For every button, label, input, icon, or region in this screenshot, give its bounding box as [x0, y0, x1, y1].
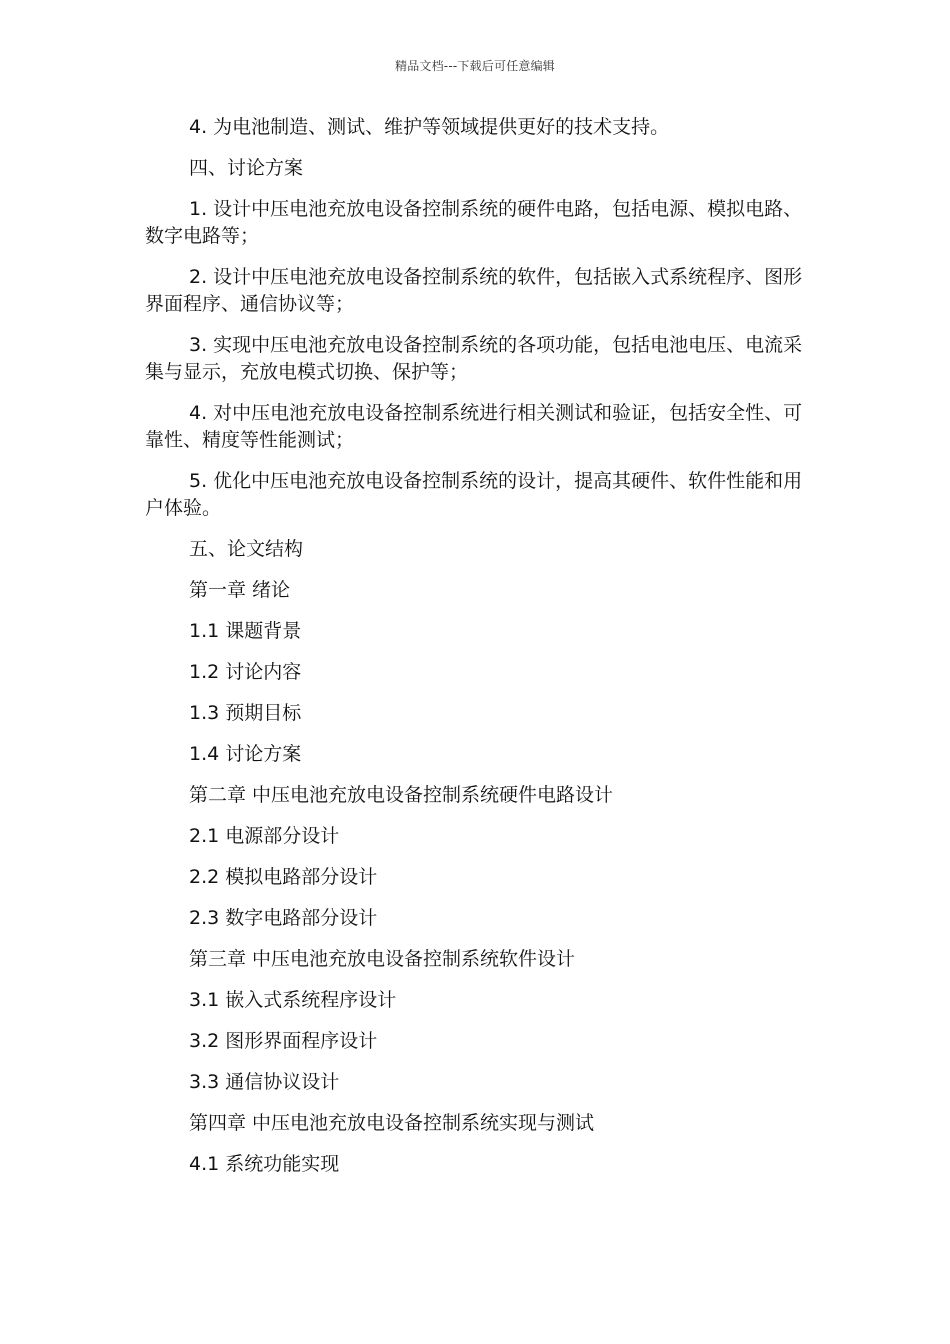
toc-item-1-1: 1.1 课题背景 [189, 620, 302, 642]
paragraph-goal-4: 4. 为电池制造、测试、维护等领域提供更好的技术支持。 [189, 116, 670, 138]
chapter-4-heading: 第四章 中压电池充放电设备控制系统实现与测试 [189, 1112, 595, 1134]
toc-item-3-1: 3.1 嵌入式系统程序设计 [189, 989, 397, 1011]
toc-item-3-3: 3.3 通信协议设计 [189, 1071, 340, 1093]
page-header: 精品文档---下载后可任意编辑 [395, 59, 555, 73]
toc-item-2-1: 2.1 电源部分设计 [189, 825, 340, 847]
toc-item-1-3: 1.3 预期目标 [189, 702, 302, 724]
paragraph-plan-1: 1. 设计中压电池充放电设备控制系统的硬件电路，包括电源、模拟电路、数字电路等； [145, 198, 803, 247]
toc-item-1-2: 1.2 讨论内容 [189, 661, 302, 683]
chapter-2-heading: 第二章 中压电池充放电设备控制系统硬件电路设计 [189, 784, 614, 806]
toc-item-4-1: 4.1 系统功能实现 [189, 1153, 340, 1175]
section-heading-research-plan: 四、讨论方案 [189, 157, 304, 179]
document-body [145, 114, 815, 1192]
toc-item-3-2: 3.2 图形界面程序设计 [189, 1030, 378, 1052]
toc-item-1-4: 1.4 讨论方案 [189, 743, 302, 765]
paragraph-plan-2: 2. 设计中压电池充放电设备控制系统的软件，包括嵌入式系统程序、图形界面程序、通信协议等； [145, 266, 803, 315]
chapter-1-heading: 第一章 绪论 [189, 579, 291, 601]
chapter-3-heading: 第三章 中压电池充放电设备控制系统软件设计 [189, 948, 576, 970]
paragraph-plan-5: 5. 优化中压电池充放电设备控制系统的设计，提高其硬件、软件性能和用户体验。 [145, 470, 803, 519]
toc-item-2-2: 2.2 模拟电路部分设计 [189, 866, 378, 888]
paragraph-plan-4: 4. 对中压电池充放电设备控制系统进行相关测试和验证，包括安全性、可靠性、精度等性能测试； [145, 402, 803, 451]
section-heading-thesis-structure: 五、论文结构 [189, 538, 304, 560]
paragraph-plan-3: 3. 实现中压电池充放电设备控制系统的各项功能，包括电池电压、电流采集与显示，充放电模式切换、保护等； [145, 334, 803, 383]
toc-item-2-3: 2.3 数字电路部分设计 [189, 907, 378, 929]
